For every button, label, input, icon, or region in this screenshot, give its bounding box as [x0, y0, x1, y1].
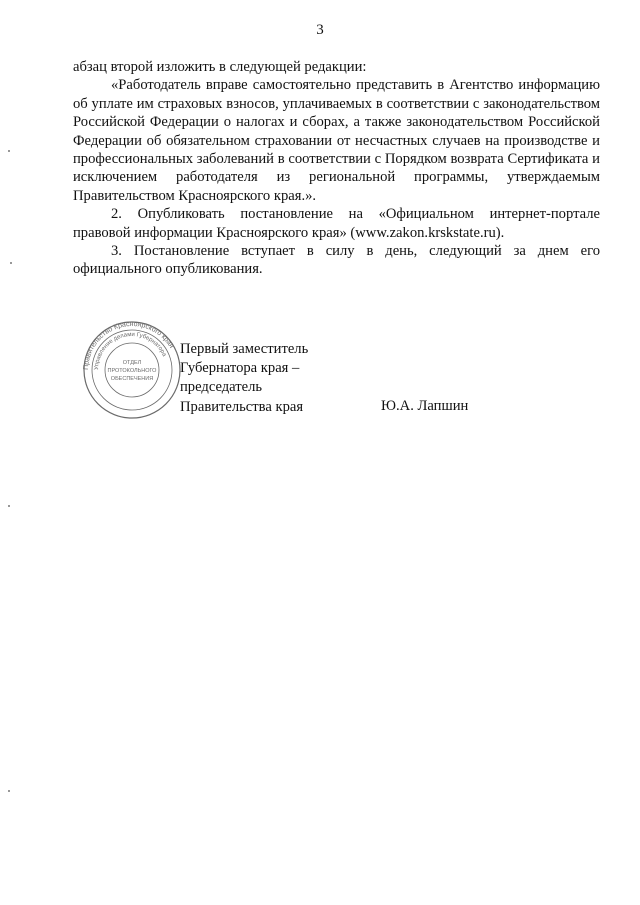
document-body [73, 58, 600, 279]
stamp-center-line-2: ПРОТОКОЛЬНОГО [107, 368, 157, 374]
paragraph-intro: абзац второй изложить в следующей редакции: [73, 59, 367, 75]
paragraph-item-2: 2. Опубликовать постановление на «Официальном интернет-портале правовой информации Красноярского края» (www.zakon.krskstate.ru). [73, 206, 600, 241]
scan-speck [10, 262, 12, 264]
scan-speck [8, 505, 10, 507]
paragraph-item-3: 3. Постановление вступает в силу в день, следующий за днем его официального опубликования. [73, 243, 600, 278]
paragraph-quote: «Работодатель вправе самостоятельно представить в Агентство информацию об уплате им страховых взносов, уплачиваемых в соответствии с законодательством Российской Федерации о налогах и сборах, а также законодательством Российской Федерации об обязательном страховании от несчастных случаев на производстве и профессиональных заболеваний в соответствии с Порядком возврата Сертификата и исключением работодателя из региональной программы, утверждаемым Правительством Красноярского края.». [73, 77, 600, 204]
stamp-outer-text-path: Правительство Красноярского края [82, 320, 175, 371]
page-number: 3 [316, 22, 324, 38]
official-stamp [82, 320, 182, 420]
scan-speck [8, 150, 10, 152]
stamp-center-line-3: ОБЕСПЕЧЕНИЯ [110, 376, 154, 382]
signatory-name: Ю.А. Лапшин [381, 398, 469, 414]
signature-title-line-4: Правительства края [180, 399, 304, 415]
stamp-center-line-1: ОТДЕЛ [122, 360, 142, 366]
signature-title-line-3: председатель [180, 379, 263, 395]
stamp-inner-text-path: Управление делами Губернатора [93, 331, 167, 371]
signature-title-line-1: Первый заместитель [180, 341, 309, 357]
scan-speck [8, 790, 10, 792]
signature-title-line-2: Губернатора края – [180, 360, 300, 376]
